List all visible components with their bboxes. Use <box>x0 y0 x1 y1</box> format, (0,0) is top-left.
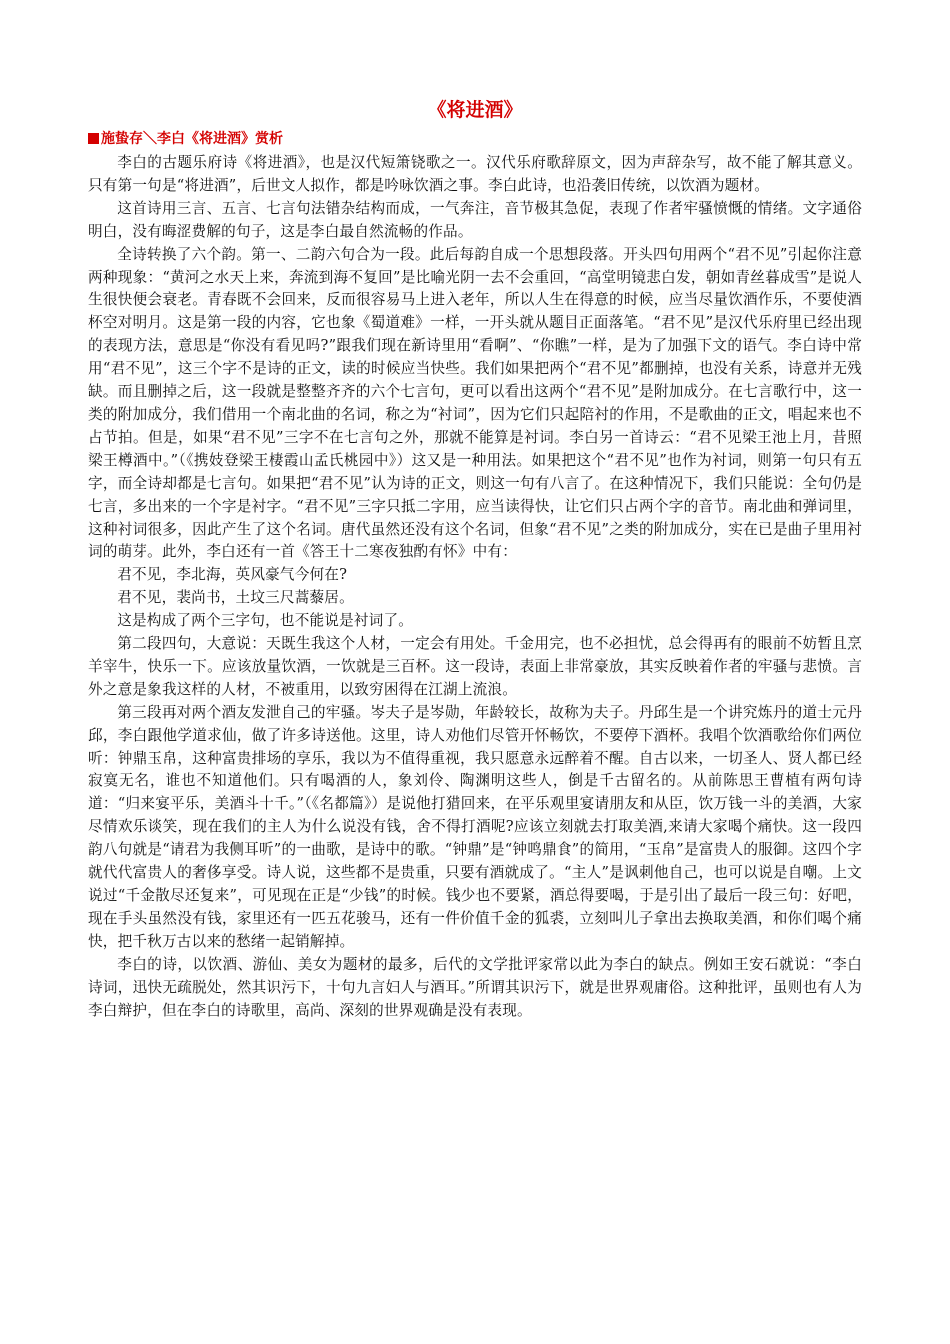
paragraph: 全诗转换了六个韵。第一、二韵六句合为一段。此后每韵自成一个思想段落。开头四句用两个“君不见”引起你注意两种现象：“黄河之水天上来，奔流到海不复回”是比喻光阴一去不会重回，“高堂明镜悲白发，朝如青丝暮成雪”是说人生很快便会衰老。青春既不会回来，反而很容易马上进入老年，所以人生在得意的时候，应当尽量饮酒作乐，不要使酒杯空对明月。这是第一段的内容，它也象《蜀道难》一样，一开头就从题目正面落笔。“君不见”是汉代乐府里已经出现的表现方法，意思是“你没有看见吗?”跟我们现在新诗里用“看啊”、“你瞧”一样，是为了加强下文的语气。李白诗中常用“君不见”，这三个字不是诗的正文，读的时候应当快些。我们如果把两个“君不见”都删掉，也没有关系，诗意并无残缺。而且删掉之后，这一段就是整整齐齐的六个七言句，更可以看出这两个“君不见”是附加成分。在七言歌行中，这一类的附加成分，我们借用一个南北曲的名词，称之为“衬词”，因为它们只起陪衬的作用，不是歌曲的正文，唱起来也不占节拍。但是，如果“君不见”三字不在七言句之外，那就不能算是衬词。李白另一首诗云：“君不见梁王池上月，昔照梁王樽酒中。”（《携妓登梁王棲霞山孟氏桃园中》）这又是一种用法。如果把这个“君不见”也作为衬词，则第一句只有五字，而全诗却都是七言句。如果把“君不见”认为诗的正文，则这一句有八言了。在这种情况下，我们只能说：全句仍是七言，多出来的一个字是衬字。“君不见”三字只抵二字用，应当读得快，让它们只占两个字的音节。南北曲和弹词里，这种衬词很多，因此产生了这个名词。唐代虽然还没有这个名词，但象“君不见”之类的附加成分，实在已是曲子里用衬词的萌芽。此外，李白还有一首《答王十二寒夜独酌有怀》中有： <box>88 245 862 561</box>
paragraph: 这首诗用三言、五言、七言句法错杂结构而成，一气奔注，音节极其急促，表现了作者牢骚愤慨的情绪。文字通俗明白，没有晦涩费解的句子，这是李白最自然流畅的作品。 <box>88 199 862 240</box>
article-byline <box>88 128 862 150</box>
byline-text: 施蛰存＼李白《将进酒》赏析 <box>101 131 283 147</box>
paragraph: 第三段再对两个酒友发泄自己的牢骚。岑夫子是岑勋，年龄较长，故称为夫子。丹邱生是一个讲究炼丹的道士元丹邱，李白跟他学道求仙，做了许多诗送他。这里，诗人劝他们尽管开怀畅饮，不要停下酒杯。我唱个饮酒歌给你们两位听：钟鼎玉帛，这种富贵排场的享乐，我以为不值得重视，我只愿意永远醉着不醒。自古以来，一切圣人、贤人都已经寂寞无名，谁也不知道他们。只有喝酒的人，象刘伶、陶渊明这些人，倒是千古留名的。从前陈思王曹植有两句诗道：“归来宴平乐，美酒斗十千。”（《名都篇》）是说他打猎回来，在平乐观里宴请朋友和从臣，饮万钱一斗的美酒，大家尽情欢乐谈笑，现在我们的主人为什么说没有钱，舍不得打酒呢?应该立刻就去打取美酒,来请大家喝个痛快。这一段四韵八句就是“请君为我侧耳听”的一曲歌，是诗中的歌。“钟鼎”是“钟鸣鼎食”的简用，“玉帛”是富贵人的服御。这四个字就代代富贵人的奢侈享受。诗人说，这些都不是贵重，只要有酒就成了。“主人”是讽刺他自己，也可以说是自嘲。上文说过“千金散尽还复来”，可见现在正是“少钱”的时候。钱少也不要紧，酒总得要喝，于是引出了最后一段三句：好吧，现在手头虽然没有钱，家里还有一匹五花骏马，还有一件价值千金的狐裘，立刻叫儿子拿出去换取美酒，和你们喝个痛快，把千秋万古以来的愁绪一起销解掉。 <box>88 703 862 950</box>
paragraph: 李白的古题乐府诗《将进酒》，也是汉代短箫铙歌之一。汉代乐府歌辞原文，因为声辞杂写，故不能了解其意义。只有第一句是“将进酒”，后世文人拟作，都是吟咏饮酒之事。李白此诗，也沿袭旧传统，以饮酒为题材。 <box>88 154 862 194</box>
poem-line: 君不见，裴尚书，土坟三尺蒿藜居。 <box>117 589 354 607</box>
bullet-square-icon <box>88 133 99 144</box>
document-page <box>88 88 862 1022</box>
paragraph: 这是构成了两个三字句，也不能说是衬词了。 <box>117 612 414 630</box>
document-title: 《将进酒》 <box>427 99 523 121</box>
poem-line: 君不见，李北海，英风豪气今何在? <box>117 566 348 584</box>
paragraph: 李白的诗，以饮酒、游仙、美女为题材的最多，后代的文学批评家常以此为李白的缺点。例如王安石就说：“李白诗词，迅快无疏脱处，然其识污下，十句九言妇人与酒耳。”所谓其识污下，就是世界观庸俗。这种批评，虽则也有人为李白辩护，但在李白的诗歌里，高尚、深刻的世界观确是没有表现。 <box>88 955 862 1019</box>
paragraph: 第二段四句，大意说：天既生我这个人材，一定会有用处。千金用完，也不必担忧，总会得再有的眼前不妨暂且烹羊宰牛，快乐一下。应该放量饮酒，一饮就是三百杯。这一段诗，表面上非常豪放，其实反映着作者的牢骚与悲愤。言外之意是象我这样的人材，不被重用，以致穷困得在江湖上流浪。 <box>88 635 862 698</box>
